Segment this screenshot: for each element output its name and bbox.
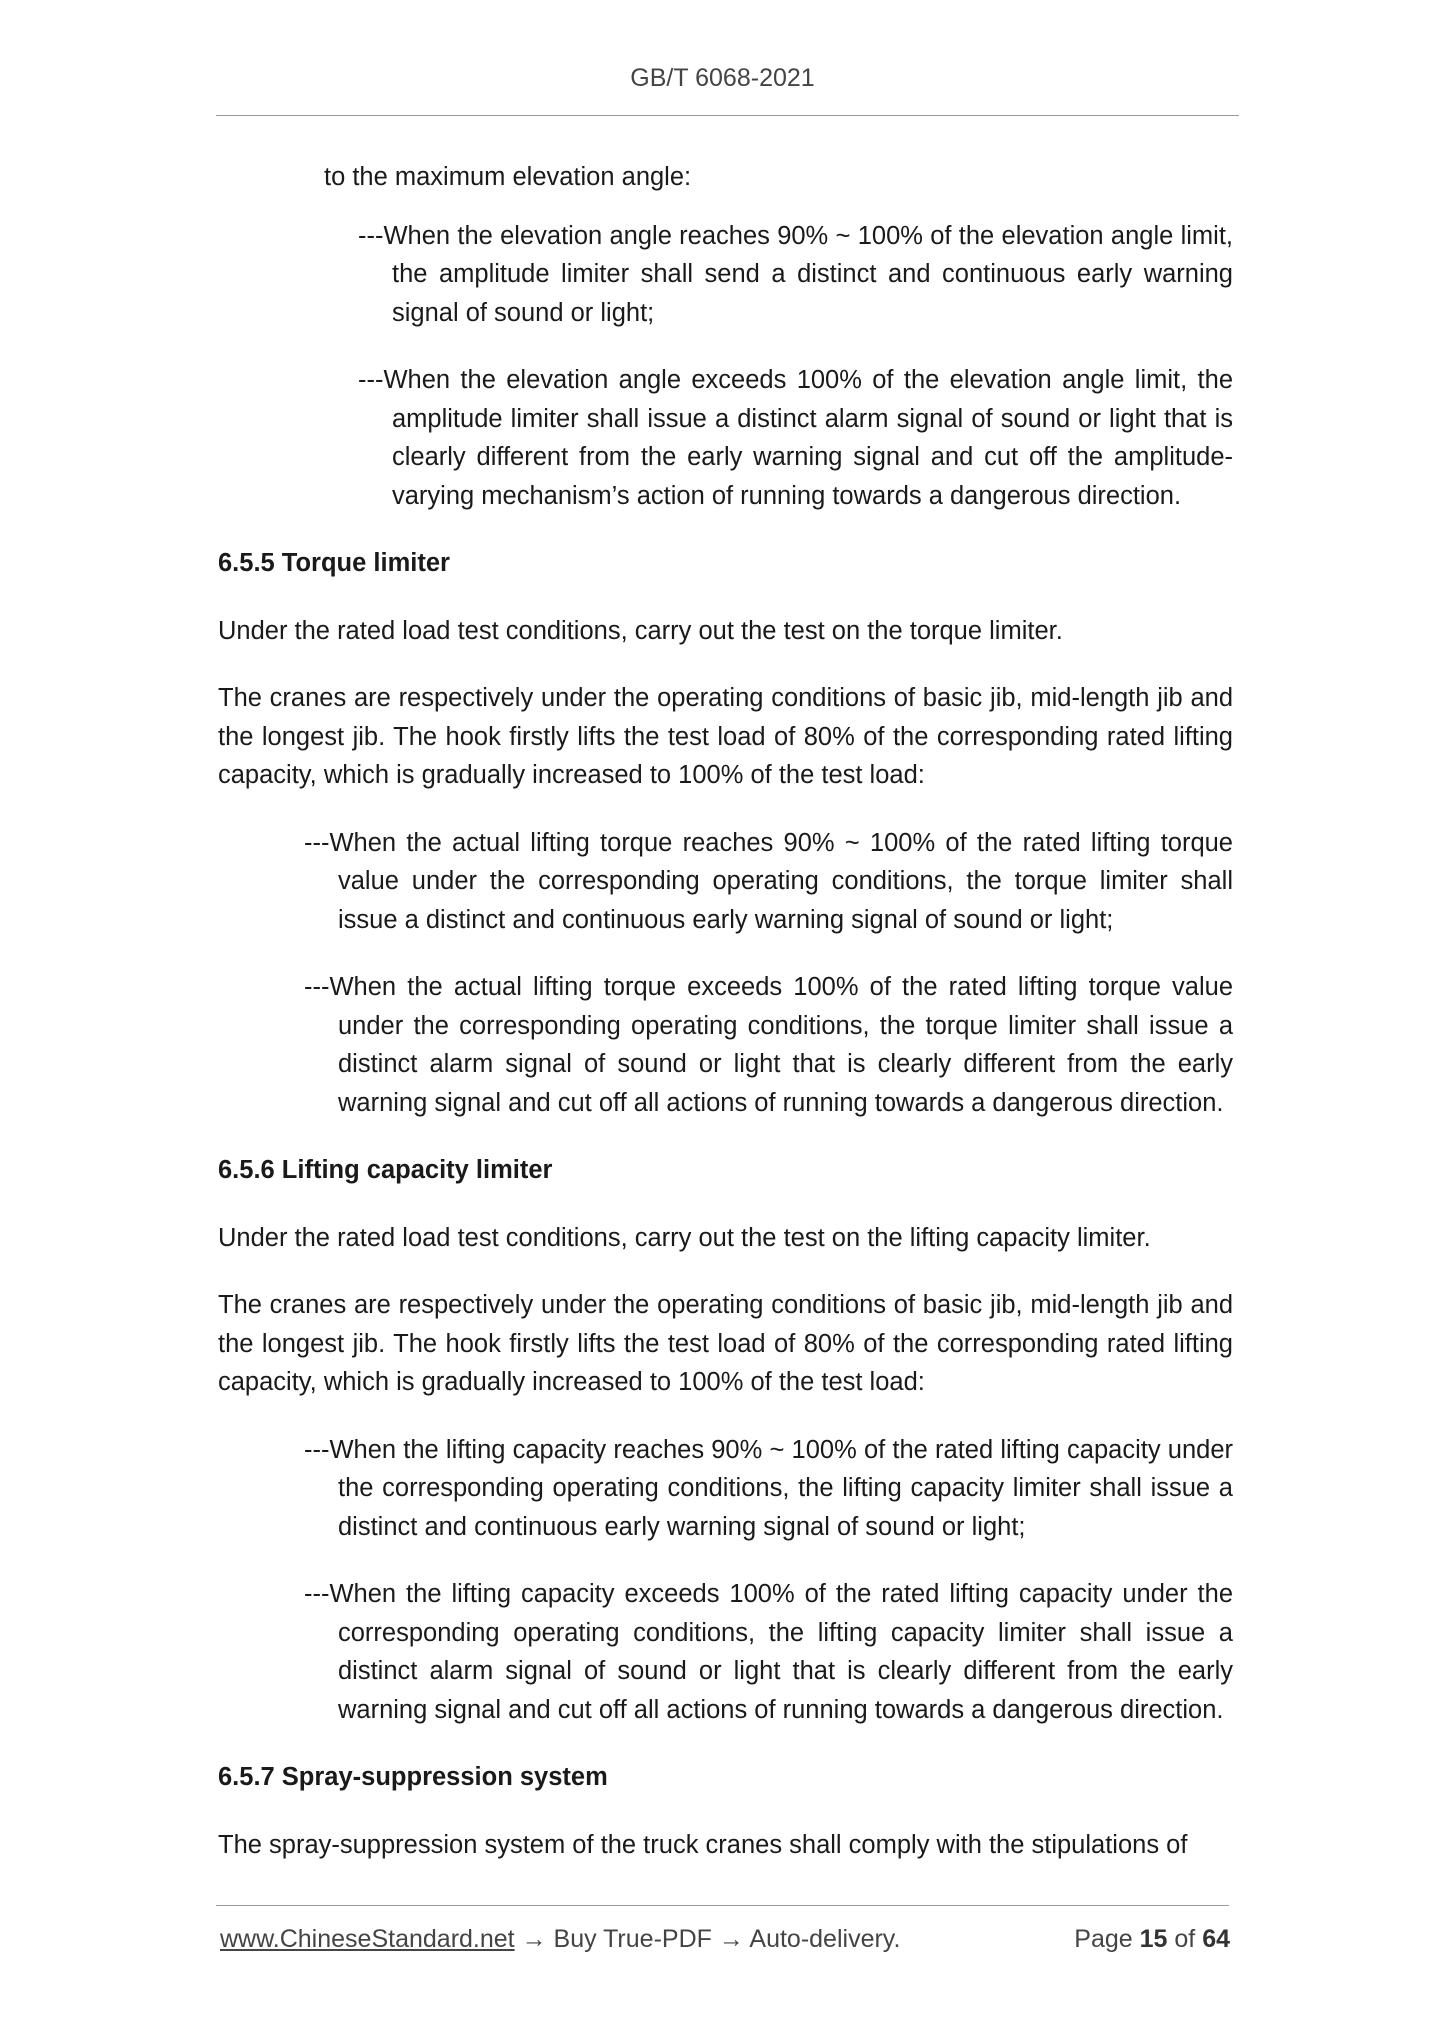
section-6-5-7-para-1: The spray-suppression system of the truck cranes shall comply with the stipulations of: [218, 1830, 1188, 1859]
section-6-5-5-para-2: The cranes are respectively under the operating conditions of basic jib, mid-length jib and the longest jib. The hook firstly lifts the test load of 80% of the corresponding rated lifting capacity, which is gradually increased to 100% of the test load:: [218, 684, 1233, 789]
torque-item-2: ---When the actual lifting torque exceeds 100% of the rated lifting torque value under the corresponding operating conditions, the torque limiter shall issue a distinct alarm signal of sound or light that is clearly different from the early warning signal and cut off all actions of running towards a dangerous direction.: [304, 973, 1233, 1117]
page-body: [218, 158, 1233, 1893]
section-6-5-6-para-2: The cranes are respectively under the operating conditions of basic jib, mid-length jib and the longest jib. The hook firstly lifts the test load of 80% of the corresponding rated lifting capacity, which is gradually increased to 100% of the test load:: [218, 1291, 1233, 1396]
page-footer: [220, 1925, 1230, 1961]
elevation-item-1: ---When the elevation angle reaches 90% ~ 100% of the elevation angle limit, the amplitude limiter shall send a distinct and continuous early warning signal of sound or light;: [358, 221, 1233, 327]
footer-divider: [216, 1905, 1229, 1906]
document-id-header: GB/T 6068-2021: [630, 64, 815, 92]
footer-promo-text: → Buy True-PDF → Auto-delivery.: [514, 1925, 901, 1953]
page-number: [1074, 1925, 1230, 1954]
page-current: 15: [1139, 1925, 1168, 1953]
section-heading-6-5-5: 6.5.5 Torque limiter: [218, 549, 450, 577]
intro-line: to the maximum elevation angle:: [324, 163, 692, 191]
section-heading-6-5-6: 6.5.6 Lifting capacity limiter: [218, 1156, 553, 1184]
capacity-item-2: ---When the lifting capacity exceeds 100% of the rated lifting capacity under the corresponding operating conditions, the lifting capacity limiter shall issue a distinct alarm signal of sound or light that is clearly different from the early warning signal and cut off all actions of running towards a dangerous direction.: [304, 1580, 1233, 1724]
torque-item-1: ---When the actual lifting torque reaches 90% ~ 100% of the rated lifting torque value under the corresponding operating conditions, the torque limiter shall issue a distinct and continuous early warning signal of sound or light;: [304, 828, 1233, 934]
page-total: 64: [1202, 1925, 1230, 1953]
footer-promo: [220, 1925, 900, 1954]
of-label: of: [1174, 1925, 1196, 1953]
section-6-5-6-para-1: Under the rated load test conditions, carry out the test on the lifting capacity limiter.: [218, 1223, 1151, 1252]
section-heading-6-5-7: 6.5.7 Spray-suppression system: [218, 1763, 608, 1791]
section-6-5-5-para-1: Under the rated load test conditions, carry out the test on the torque limiter.: [218, 616, 1063, 645]
elevation-item-2: ---When the elevation angle exceeds 100% of the elevation angle limit, the amplitude limiter shall issue a distinct alarm signal of sound or light that is clearly different from the early warning signal and cut off the amplitude-varying mechanism’s action of running towards a dangerous direction.: [358, 366, 1233, 510]
website-link[interactable]: www.ChineseStandard.net: [220, 1925, 515, 1953]
header-divider: [216, 115, 1239, 116]
page-label: Page: [1074, 1925, 1133, 1953]
capacity-item-1: ---When the lifting capacity reaches 90% ~ 100% of the rated lifting capacity under the corresponding operating conditions, the lifting capacity limiter shall issue a distinct and continuous early warning signal of sound or light;: [304, 1435, 1233, 1541]
